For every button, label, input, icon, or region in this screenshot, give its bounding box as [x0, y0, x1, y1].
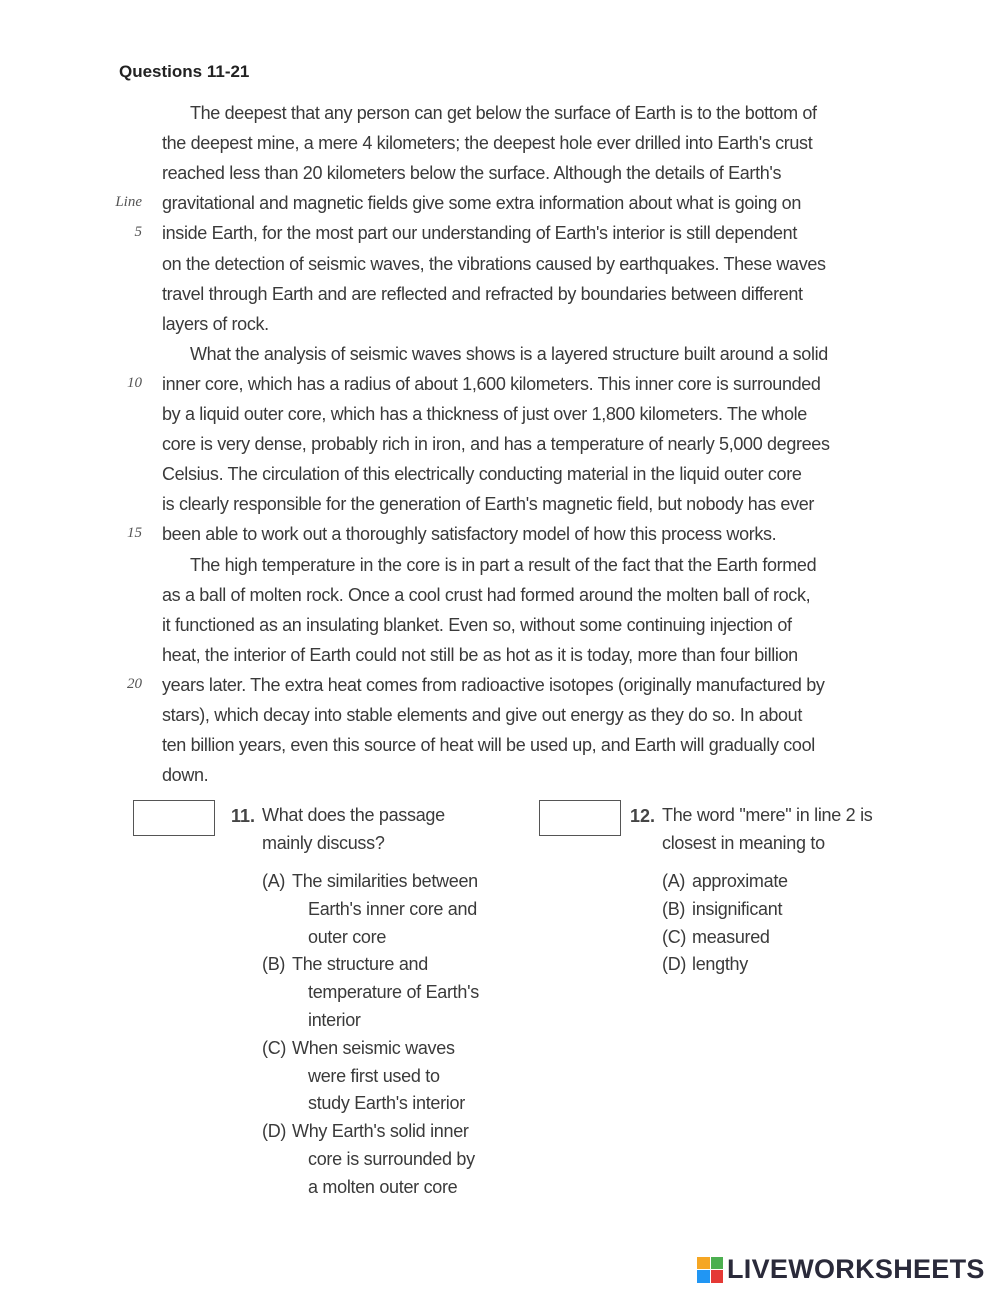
logo-square-1: [697, 1257, 710, 1270]
passage-line: as a ball of molten rock. Once a cool crust had formed around the molten ball of rock,: [162, 584, 811, 605]
passage-line: ten billion years, even this source of heat will be used up, and Earth will gradually cool: [162, 735, 815, 756]
passage-line: down.: [162, 765, 209, 786]
passage-line: heat, the interior of Earth could not still be as hot as it is today, more than four billion: [162, 644, 798, 665]
passage-line: What the analysis of seismic waves shows is a layered structure built around a solid: [190, 343, 828, 364]
question-stem: The word "mere" in line 2 is: [662, 805, 873, 825]
line-number: 10: [127, 374, 142, 391]
option-text: were first used to: [308, 1065, 440, 1086]
option-text: insignificant: [692, 898, 783, 919]
passage-line: core is very dense, probably rich in iron, and has a temperature of nearly 5,000 degrees: [162, 434, 830, 455]
passage-line: The deepest that any person can get below the surface of Earth is to the bottom of: [190, 103, 817, 123]
option-text: temperature of Earth's: [308, 982, 479, 1003]
option-text: core is surrounded by: [308, 1149, 475, 1169]
option-text: a molten outer core: [308, 1176, 458, 1197]
option-text: The structure and: [292, 954, 428, 975]
logo-square-2: [711, 1257, 724, 1270]
option-text: Earth's inner core and: [308, 898, 477, 919]
option-text: outer core: [308, 926, 387, 947]
liveworksheets-logo-icon: [697, 1257, 723, 1283]
line-number: 20: [127, 675, 142, 692]
passage-line: been able to work out a thoroughly satisfactory model of how this process works.: [162, 524, 777, 545]
passage-line: reached less than 20 kilometers below the surface. Although the details of Earth's: [162, 163, 782, 184]
passage-line: layers of rock.: [162, 313, 269, 334]
option-text: approximate: [692, 871, 788, 891]
passage-line: by a liquid outer core, which has a thickness of just over 1,800 kilometers. The whole: [162, 404, 807, 424]
passage-line: stars), which decay into stable elements and give out energy as they do so. In about: [162, 705, 802, 725]
option-text: The similarities between: [292, 871, 478, 891]
option-letter: (A): [662, 871, 686, 891]
brand-text: LIVEWORKSHEETS: [727, 1254, 985, 1284]
answer-box-q12[interactable]: [539, 800, 621, 836]
line-number: 15: [127, 525, 142, 542]
passage-line: travel through Earth and are reflected and refracted by boundaries between different: [162, 283, 803, 304]
logo-square-4: [711, 1270, 724, 1283]
liveworksheets-brand: [697, 1254, 985, 1285]
passage-line: is clearly responsible for the generation of Earth's magnetic field, but nobody has ever: [162, 494, 815, 515]
passage-line: inside Earth, for the most part our understanding of Earth's interior is still dependent: [162, 223, 797, 244]
passage-line: inner core, which has a radius of about 1,600 kilometers. This inner core is surrounded: [162, 373, 821, 394]
question-stem: mainly discuss?: [262, 833, 385, 853]
option-text: study Earth's interior: [308, 1093, 465, 1114]
questions-heading: Questions 11-21: [119, 62, 250, 81]
line-number: Line: [115, 194, 142, 211]
passage-line: The high temperature in the core is in part a result of the fact that the Earth formed: [190, 554, 817, 575]
passage-line: years later. The extra heat comes from radioactive isotopes (originally manufactured by: [162, 674, 825, 695]
option-text: measured: [692, 926, 770, 947]
option-letter: (A): [262, 871, 286, 891]
question-number: 11.: [231, 806, 256, 826]
question-stem: closest in meaning to: [662, 833, 825, 853]
passage-line: the deepest mine, a mere 4 kilometers; the deepest hole ever drilled into Earth's crust: [162, 133, 813, 154]
answer-box-q11[interactable]: [133, 800, 215, 836]
option-letter: (B): [662, 898, 686, 919]
option-text: lengthy: [692, 954, 748, 975]
option-text: interior: [308, 1010, 361, 1030]
passage-line: Celsius. The circulation of this electrically conducting material in the liquid outer core: [162, 464, 802, 485]
option-letter: (B): [262, 954, 286, 975]
option-letter: (D): [262, 1121, 287, 1142]
option-letter: (C): [262, 1037, 287, 1058]
passage-line: it functioned as an insulating blanket. Even so, without some continuing injection of: [162, 614, 792, 635]
line-number: 5: [134, 224, 142, 241]
option-letter: (C): [662, 926, 687, 947]
question-stem: What does the passage: [262, 805, 445, 825]
option-text: When seismic waves: [292, 1037, 455, 1058]
question-number: 12.: [630, 806, 656, 826]
logo-square-3: [697, 1270, 710, 1283]
option-text: Why Earth's solid inner: [292, 1121, 469, 1142]
passage-line: on the detection of seismic waves, the vibrations caused by earthquakes. These waves: [162, 253, 826, 274]
option-letter: (D): [662, 954, 687, 975]
passage-line: gravitational and magnetic fields give some extra information about what is going on: [162, 193, 801, 214]
